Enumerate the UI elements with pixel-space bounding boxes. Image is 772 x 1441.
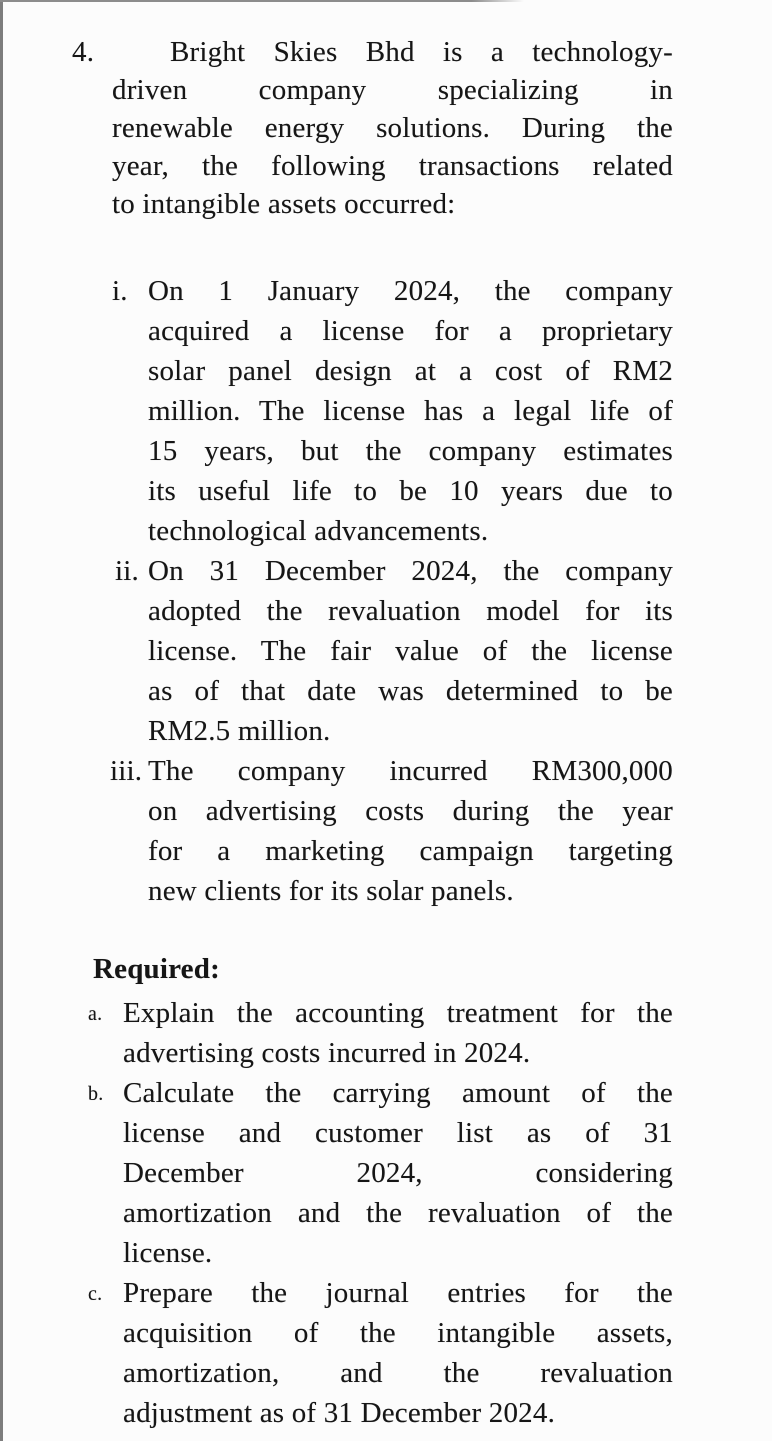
text-line: for a marketing campaign targeting	[148, 835, 673, 867]
requirement-item-c	[88, 1273, 673, 1433]
required-heading: Required:	[93, 953, 220, 985]
requirements-list	[0, 993, 772, 1433]
text-line: new clients for its solar panels.	[148, 875, 514, 907]
text-line: license.	[123, 1237, 213, 1269]
requirement-marker-a: a.	[88, 1003, 103, 1025]
text-line: Prepare the journal entries for the	[123, 1277, 673, 1309]
text-line: driven company specializing in	[112, 74, 673, 106]
transaction-item-iii	[110, 751, 673, 911]
requirement-text-b	[123, 1073, 673, 1273]
requirement-marker-b: b.	[88, 1083, 104, 1105]
transactions-list	[0, 271, 772, 911]
text-line: On 31 December 2024, the company	[148, 555, 673, 587]
question-intro-text	[112, 33, 673, 223]
question-intro-block	[72, 33, 673, 223]
text-line: as of that date was determined to be	[148, 675, 673, 707]
text-line: Calculate the carrying amount of the	[123, 1077, 673, 1109]
question-number: 4.	[72, 36, 95, 68]
text-line: On 1 January 2024, the company	[148, 275, 673, 307]
text-line: million. The license has a legal life of	[148, 395, 673, 427]
transaction-marker-i: i.	[112, 275, 128, 307]
text-line: 15 years, but the company estimates	[148, 435, 673, 467]
text-line: acquired a license for a proprietary	[148, 315, 673, 347]
transaction-text-ii	[148, 551, 673, 751]
text-line: December 2024, considering	[123, 1157, 673, 1189]
text-line: adopted the revaluation model for its	[148, 595, 673, 627]
text-line: year, the following transactions related	[112, 150, 673, 182]
text-line: amortization and the revaluation of the	[123, 1197, 673, 1229]
text-line: amortization, and the revaluation	[123, 1357, 673, 1389]
transaction-marker-iii: iii.	[110, 755, 143, 787]
text-line: solar panel design at a cost of RM2	[148, 355, 673, 387]
text-line: advertising costs incurred in 2024.	[123, 1037, 531, 1069]
text-line: to intangible assets occurred:	[112, 188, 456, 220]
transaction-marker-ii: ii.	[115, 555, 139, 587]
text-line: renewable energy solutions. During the	[112, 112, 673, 144]
text-line: license and customer list as of 31	[123, 1117, 673, 1149]
text-line: Bright Skies Bhd is a technology-	[170, 36, 673, 68]
text-line: RM2.5 million.	[148, 715, 331, 747]
text-line: technological advancements.	[148, 515, 489, 547]
transaction-item-i	[112, 271, 673, 551]
text-line: acquisition of the intangible assets,	[123, 1317, 673, 1349]
requirement-text-c	[123, 1273, 673, 1433]
requirement-text-a	[123, 993, 673, 1073]
text-line: The company incurred RM300,000	[148, 755, 673, 787]
text-line: Explain the accounting treatment for the	[123, 997, 673, 1029]
text-line: its useful life to be 10 years due to	[148, 475, 673, 507]
text-line: on advertising costs during the year	[148, 795, 673, 827]
requirement-item-a	[88, 993, 673, 1073]
transaction-text-iii	[148, 751, 673, 911]
requirement-marker-c: c.	[88, 1283, 103, 1305]
text-line: adjustment as of 31 December 2024.	[123, 1397, 556, 1429]
transaction-text-i	[148, 271, 673, 551]
transaction-item-ii	[115, 551, 673, 751]
requirement-item-b	[88, 1073, 673, 1273]
text-line: license. The fair value of the license	[148, 635, 673, 667]
